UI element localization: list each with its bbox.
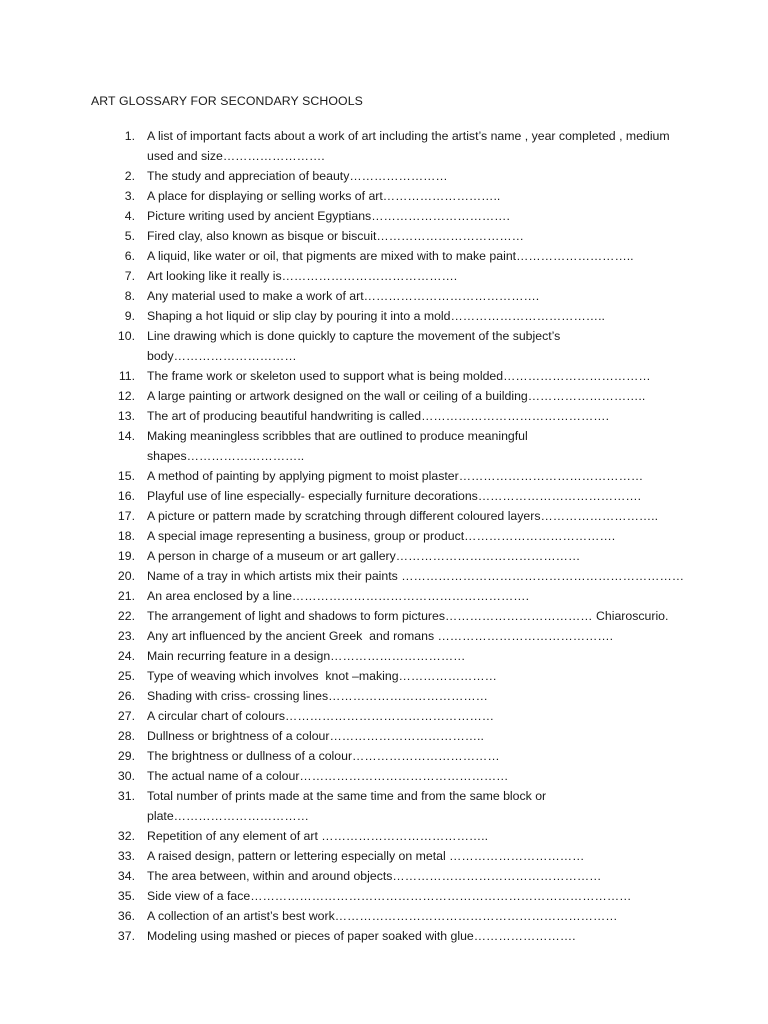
item-number: 14. (117, 429, 135, 443)
item-number: 9. (124, 309, 135, 323)
item-number: 5. (124, 229, 135, 243)
list-item (107, 826, 687, 846)
item-number: 35. (117, 889, 135, 903)
item-text: A raised design, pattern or lettering especially on metal …………………………… (147, 849, 585, 863)
item-number: 17. (117, 509, 135, 523)
item-number: 31. (117, 789, 135, 803)
list-item (107, 226, 687, 246)
item-text: A list of important facts about a work of art including the artist’s name , year completed , medium used and size……………………. (147, 129, 674, 163)
item-number: 32. (117, 829, 135, 843)
item-number: 10. (117, 329, 135, 343)
list-item (107, 786, 687, 826)
item-number: 6. (124, 249, 135, 263)
list-item (107, 486, 687, 506)
item-text: Shading with criss- crossing lines………………………………… (147, 689, 488, 703)
item-number: 18. (117, 529, 135, 543)
document-title: ART GLOSSARY FOR SECONDARY SCHOOLS (91, 94, 363, 108)
item-text: An area enclosed by a line…………………………………………………. (147, 589, 529, 603)
item-number: 23. (117, 629, 135, 643)
item-text: A circular chart of colours…………………………………………… (147, 709, 495, 723)
item-number: 24. (117, 649, 135, 663)
list-item (107, 466, 687, 486)
item-text: The art of producing beautiful handwriting is called………………………………………. (147, 409, 609, 423)
list-item (107, 286, 687, 306)
list-item (107, 886, 687, 906)
list-item (107, 166, 687, 186)
item-number: 15. (117, 469, 135, 483)
item-number: 8. (124, 289, 135, 303)
list-item (107, 126, 687, 166)
list-item (107, 266, 687, 286)
item-text: Any art influenced by the ancient Greek and romans ……………………………………. (147, 629, 614, 643)
item-text: Type of weaving which involves knot –making…………………… (147, 669, 497, 683)
item-number: 12. (117, 389, 135, 403)
item-number: 27. (117, 709, 135, 723)
item-number: 19. (117, 549, 135, 563)
item-number: 36. (117, 909, 135, 923)
item-number: 1. (124, 129, 135, 143)
item-text: A collection of an artist’s best work…………………………………………………………… (147, 909, 618, 923)
item-text: The actual name of a colour…………………………………………… (147, 769, 509, 783)
list-item (107, 506, 687, 526)
item-number: 37. (117, 929, 135, 943)
list-item (107, 746, 687, 766)
item-text: A special image representing a business, group or product………………………………. (147, 529, 616, 543)
item-number: 21. (117, 589, 135, 603)
list-item (107, 686, 687, 706)
item-number: 4. (124, 209, 135, 223)
list-item (107, 426, 687, 466)
list-item (107, 546, 687, 566)
item-text: Dullness or brightness of a colour……………………………….. (147, 729, 484, 743)
item-text: The brightness or dullness of a colour……………………………… (147, 749, 500, 763)
item-text: Side view of a face………………………………………………………………………………… (147, 889, 632, 903)
item-text: Fired clay, also known as bisque or biscuit……………………………… (147, 229, 524, 243)
list-item (107, 626, 687, 646)
list-item (107, 606, 687, 626)
item-text: Name of a tray in which artists mix their paints …………………………………………………………… (147, 569, 685, 583)
item-text: A large painting or artwork designed on the wall or ceiling of a building……………………….. (147, 389, 646, 403)
question-list (107, 126, 687, 946)
item-number: 28. (117, 729, 135, 743)
item-text: The study and appreciation of beauty…………………… (147, 169, 448, 183)
list-item (107, 326, 687, 366)
item-number: 16. (117, 489, 135, 503)
list-item (107, 846, 687, 866)
item-number: 29. (117, 749, 135, 763)
item-number: 22. (117, 609, 135, 623)
item-text: Line drawing which is done quickly to capture the movement of the subject’s body………………………… (147, 329, 564, 363)
list-item (107, 386, 687, 406)
list-item (107, 586, 687, 606)
item-text: The frame work or skeleton used to support what is being molded……………………………… (147, 369, 651, 383)
item-text: Art looking like it really is……………………………………. (147, 269, 458, 283)
item-number: 13. (117, 409, 135, 423)
item-text: A method of painting by applying pigment to moist plaster……………………………………… (147, 469, 644, 483)
item-number: 3. (124, 189, 135, 203)
list-item (107, 306, 687, 326)
item-text: Picture writing used by ancient Egyptians……………………………. (147, 209, 510, 223)
list-item (107, 706, 687, 726)
item-text: Main recurring feature in a design…………………………… (147, 649, 466, 663)
item-text: The arrangement of light and shadows to form pictures……………………………… Chiaroscurio. (147, 609, 669, 623)
item-number: 25. (117, 669, 135, 683)
list-item (107, 726, 687, 746)
list-item (107, 766, 687, 786)
item-text: Shaping a hot liquid or slip clay by pouring it into a mold……………………………….. (147, 309, 605, 323)
list-item (107, 366, 687, 386)
list-item (107, 566, 687, 586)
list-item (107, 206, 687, 226)
item-text: Making meaningless scribbles that are outlined to produce meaningful shapes……………………….. (147, 429, 532, 463)
item-number: 34. (117, 869, 135, 883)
item-number: 30. (117, 769, 135, 783)
item-text: A liquid, like water or oil, that pigments are mixed with to make paint……………………….. (147, 249, 634, 263)
item-number: 33. (117, 849, 135, 863)
item-text: A place for displaying or selling works of art……………………….. (147, 189, 501, 203)
list-item (107, 246, 687, 266)
list-item (107, 526, 687, 546)
item-text: Any material used to make a work of art……………………………………. (147, 289, 540, 303)
list-item (107, 646, 687, 666)
item-text: Total number of prints made at the same time and from the same block or plate…………………………… (147, 789, 550, 823)
item-number: 20. (117, 569, 135, 583)
item-text: A picture or pattern made by scratching through different coloured layers……………………….. (147, 509, 658, 523)
item-text: Repetition of any element of art ………………………………….. (147, 829, 488, 843)
item-text: The area between, within and around objects…………………………………………… (147, 869, 602, 883)
list-item (107, 926, 687, 946)
item-number: 2. (124, 169, 135, 183)
list-item (107, 186, 687, 206)
item-text: Modeling using mashed or pieces of paper soaked with glue……………………. (147, 929, 576, 943)
list-item (107, 406, 687, 426)
list-item (107, 906, 687, 926)
item-text: A person in charge of a museum or art gallery……………………………………… (147, 549, 581, 563)
list-item (107, 666, 687, 686)
item-number: 7. (124, 269, 135, 283)
item-number: 26. (117, 689, 135, 703)
item-number: 11. (118, 369, 135, 383)
item-text: Playful use of line especially- especially furniture decorations…………………………………. (147, 489, 642, 503)
list-item (107, 866, 687, 886)
